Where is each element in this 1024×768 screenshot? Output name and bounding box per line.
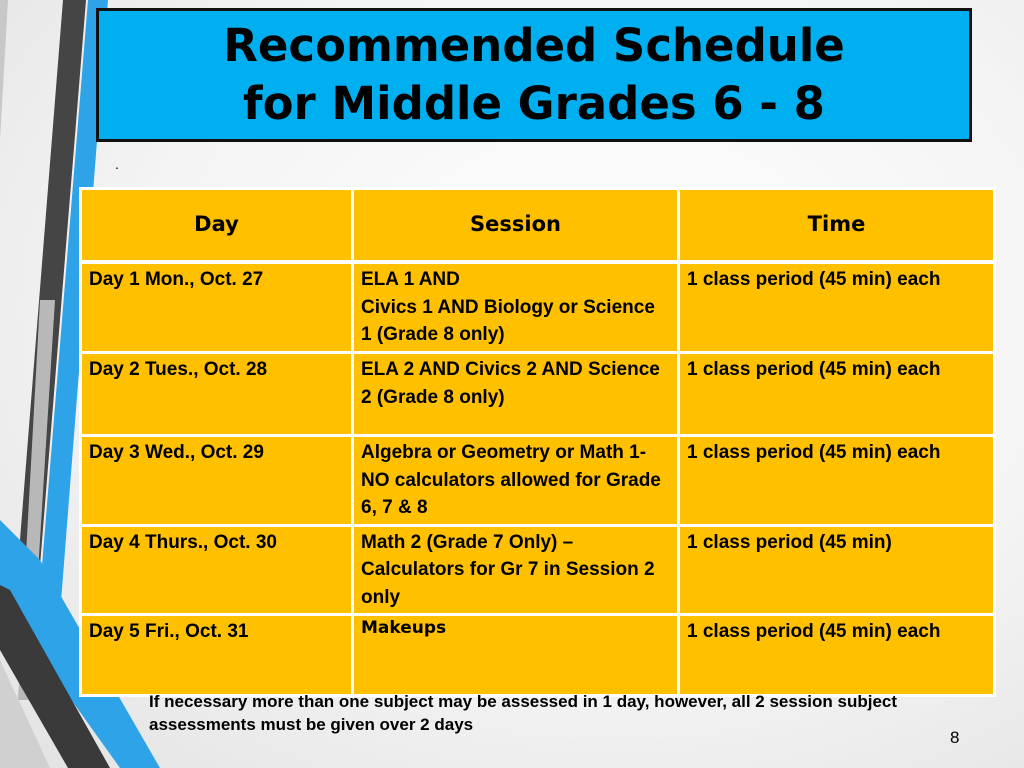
stray-dot: .: [115, 156, 119, 172]
day-cell: Day 5 Fri., Oct. 31: [81, 615, 353, 696]
time-cell: 1 class period (45 min): [679, 525, 995, 615]
title-banner: [96, 8, 972, 142]
time-cell: 1 class period (45 min) each: [679, 353, 995, 436]
session-text: ELA 2 AND Civics 2 AND Science 2 (Grade 8 only): [361, 359, 660, 408]
table-row: [81, 353, 995, 436]
day-cell: Day 3 Wed., Oct. 29: [81, 436, 353, 526]
session-cell: [353, 436, 679, 526]
table-row: [81, 525, 995, 615]
table-row: [81, 436, 995, 526]
session-cell: [353, 615, 679, 696]
page-number: 8: [950, 728, 960, 747]
header-session: Session: [353, 189, 679, 263]
table-row: [81, 262, 995, 353]
decor-stripe-gray-light: [0, 0, 8, 140]
time-cell: 1 class period (45 min) each: [679, 262, 995, 353]
table-header-row: [81, 189, 995, 263]
day-cell: Day 1 Mon., Oct. 27: [81, 262, 353, 353]
footnote: If necessary more than one subject may be assessed in 1 day, however, all 2 session subject assessments must be given over 2 days: [149, 692, 898, 734]
session-text: Civics 1 AND Biology or Science 1 (Grade 8 only): [361, 296, 655, 345]
session-cell: [353, 353, 679, 436]
table-row: [81, 615, 995, 696]
session-text: Math 2 (Grade 7 Only) – Calculators for Gr 7 in Session 2 only: [361, 531, 655, 608]
title-line-2: for Middle Grades 6 - 8: [243, 77, 825, 130]
header-day: Day: [81, 189, 353, 263]
day-cell: Day 2 Tues., Oct. 28: [81, 353, 353, 436]
session-text: ELA 1 AND: [361, 269, 460, 290]
time-cell: 1 class period (45 min) each: [679, 436, 995, 526]
session-text: Algebra or Geometry or Math 1- NO calculators allowed for Grade 6, 7 & 8: [361, 442, 661, 518]
schedule-table: [79, 187, 996, 697]
title-line-1: Recommended Schedule: [223, 19, 845, 72]
session-cell: [353, 525, 679, 615]
session-cell: [353, 262, 679, 353]
session-text: Makeups: [361, 618, 447, 638]
header-time: Time: [679, 189, 995, 263]
day-cell: Day 4 Thurs., Oct. 30: [81, 525, 353, 615]
time-cell: 1 class period (45 min) each: [679, 615, 995, 696]
